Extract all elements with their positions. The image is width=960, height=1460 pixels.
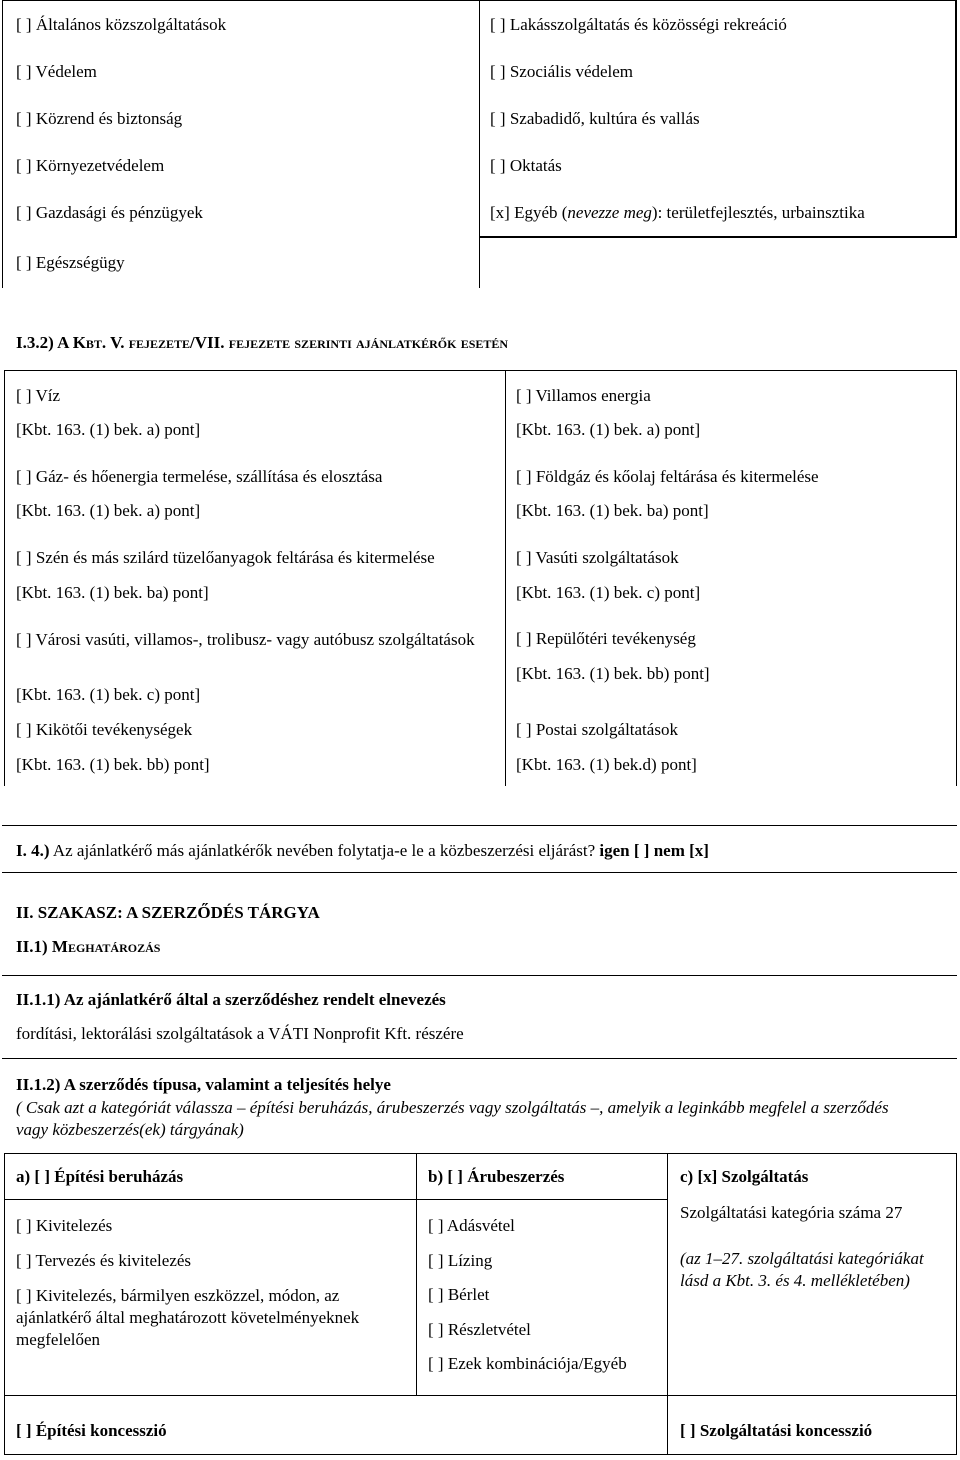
utility-urban-transport[interactable]: [ ] Városi vasúti, villamos-, trolibusz- vagy autóbusz szolgáltatások [16, 630, 475, 649]
section-heading-132 [16, 333, 508, 353]
utility-coal[interactable]: [ ] Szén és más szilárd tüzelőanyagok feltárása és kitermelése [16, 548, 435, 567]
other-suffix: ): területfejlesztés, urbainsztika [651, 203, 865, 222]
category-public-order[interactable]: [ ] Közrend és biztonság [16, 109, 183, 128]
category-general[interactable]: [ ] Általános közszolgáltatások [16, 15, 227, 34]
category-housing[interactable]: [ ] Lakásszolgáltatás és közösségi rekreáció [490, 15, 787, 34]
category-education[interactable]: [ ] Oktatás [490, 156, 562, 175]
col-c-category[interactable]: Szolgáltatási kategória száma 27 [680, 1203, 903, 1222]
question-answer[interactable]: igen [ ] nem [x] [599, 841, 709, 860]
utility-port-ref: [Kbt. 163. (1) bek. bb) pont] [16, 755, 210, 774]
utility-railway[interactable]: [ ] Vasúti szolgáltatások [516, 548, 679, 567]
section-2-title: II. SZAKASZ: A SZERZŐDÉS TÁRGYA [16, 903, 320, 922]
util-border-left [4, 370, 5, 786]
question-text: Az ajánlatkérő más ajánlatkérők nevében folytatja-e le a közbeszerzési eljárást? [49, 841, 600, 860]
table-divider-1 [416, 1153, 417, 1395]
utility-urban-transport-ref: [Kbt. 163. (1) bek. c) pont] [16, 685, 201, 704]
section-132-title: Kbt. V. fejezete/VII. fejezete szerinti ajánlatkérők esetén [72, 333, 509, 352]
category-other[interactable] [490, 203, 865, 223]
category-social[interactable]: [ ] Szociális védelem [490, 62, 634, 81]
utility-oil-gas-ref: [Kbt. 163. (1) bek. ba) pont] [516, 501, 709, 520]
col-b-item-rental[interactable]: [ ] Bérlet [428, 1285, 490, 1304]
s212-heading: II.1.2) A szerződés típusa, valamint a teljesítés helye [16, 1075, 391, 1094]
util-border-right [956, 370, 957, 786]
table-border-bottom [4, 1454, 957, 1455]
utility-gas-heat-ref: [Kbt. 163. (1) bek. a) pont] [16, 501, 201, 520]
util-divider [505, 370, 506, 786]
table-footer-line [4, 1395, 957, 1396]
utility-electricity-ref: [Kbt. 163. (1) bek. a) pont] [516, 420, 701, 439]
category-economic[interactable]: [ ] Gazdasági és pénzügyek [16, 203, 203, 222]
utility-electricity[interactable]: [ ] Villamos energia [516, 386, 651, 405]
other-prefix: [x] Egyéb ( [490, 203, 568, 222]
utility-oil-gas[interactable]: [ ] Földgáz és kőolaj feltárása és kitermelése [516, 467, 819, 486]
utility-water-ref: [Kbt. 163. (1) bek. a) pont] [16, 420, 201, 439]
table-border-top [4, 1153, 957, 1154]
col-c-header[interactable]: c) [x] Szolgáltatás [680, 1167, 809, 1186]
section-2-sub-title: Meghatározás [51, 937, 161, 956]
q-border-bottom [2, 872, 957, 873]
utility-postal-ref: [Kbt. 163. (1) bek.d) pont] [516, 755, 697, 774]
col-a-item-any-means[interactable]: [ ] Kivitelezés, bármilyen eszközzel, módon, az ajánlatkérő által meghatározott követelményeknek megfelelően [16, 1286, 360, 1349]
s211-border-bottom [2, 1058, 957, 1059]
section-2-sub-num: II.1) [16, 937, 52, 956]
utility-gas-heat[interactable]: [ ] Gáz- és hőenergia termelése, szállítása és elosztása [16, 467, 383, 486]
table-header-line [4, 1199, 667, 1200]
box-border-left [2, 0, 3, 288]
box-divider [479, 0, 480, 288]
s211-heading: II.1.1) Az ajánlatkérő által a szerződéshez rendelt elnevezés [16, 990, 446, 1009]
s212-note: ( Csak azt a kategóriát válassza – építési beruházás, árubeszerzés vagy szolgáltatás –, amelyik a leginkább megfelel a szerződés vagy közbeszerzés(ek) tárgyának) [16, 1098, 889, 1139]
col-b-item-combination[interactable]: [ ] Ezek kombinációja/Egyéb [428, 1354, 627, 1373]
box-inner-bottom [479, 236, 957, 238]
utility-airport-ref: [Kbt. 163. (1) bek. bb) pont] [516, 664, 710, 683]
col-b-item-leasing[interactable]: [ ] Lízing [428, 1251, 493, 1270]
col-b-item-hire-purchase[interactable]: [ ] Részletvétel [428, 1320, 531, 1339]
other-italic: nevezze meg [567, 203, 652, 222]
category-recreation[interactable]: [ ] Szabadidő, kultúra és vallás [490, 109, 700, 128]
col-c-footer-concession[interactable]: [ ] Szolgáltatási koncesszió [680, 1421, 873, 1440]
box-border-right [955, 0, 957, 238]
s211-value[interactable]: fordítási, lektorálási szolgáltatások a VÁTI Nonprofit Kft. részére [16, 1024, 464, 1043]
col-b-header[interactable]: b) [ ] Árubeszerzés [428, 1167, 565, 1186]
q-border-top [2, 825, 957, 826]
col-a-header[interactable]: a) [ ] Építési beruházás [16, 1167, 184, 1186]
utility-port[interactable]: [ ] Kikötői tevékenységek [16, 720, 193, 739]
utility-postal[interactable]: [ ] Postai szolgáltatások [516, 720, 678, 739]
s211-border-top [2, 975, 957, 976]
col-a-item-design[interactable]: [ ] Tervezés és kivitelezés [16, 1251, 192, 1270]
util-border-top [4, 370, 957, 371]
table-divider-2 [667, 1153, 668, 1455]
category-health[interactable]: [ ] Egészségügy [16, 253, 125, 272]
utility-railway-ref: [Kbt. 163. (1) bek. c) pont] [516, 583, 701, 602]
category-defense[interactable]: [ ] Védelem [16, 62, 97, 81]
section-2-sub [16, 937, 160, 957]
utility-coal-ref: [Kbt. 163. (1) bek. ba) pont] [16, 583, 209, 602]
question-i4 [16, 841, 709, 861]
col-b-item-purchase[interactable]: [ ] Adásvétel [428, 1216, 515, 1235]
question-num: I. 4.) [16, 841, 50, 860]
utility-water[interactable]: [ ] Víz [16, 386, 61, 405]
table-border-right [956, 1153, 957, 1455]
section-132-num: I.3.2) A [16, 333, 73, 352]
col-a-item-construction[interactable]: [ ] Kivitelezés [16, 1216, 113, 1235]
col-a-footer-concession[interactable]: [ ] Építési koncesszió [16, 1421, 167, 1440]
category-environment[interactable]: [ ] Környezetvédelem [16, 156, 165, 175]
utility-airport[interactable]: [ ] Repülőtéri tevékenység [516, 629, 696, 648]
col-c-note: (az 1–27. szolgáltatási kategóriákat lásd a Kbt. 3. és 4. mellékletében) [680, 1249, 924, 1290]
